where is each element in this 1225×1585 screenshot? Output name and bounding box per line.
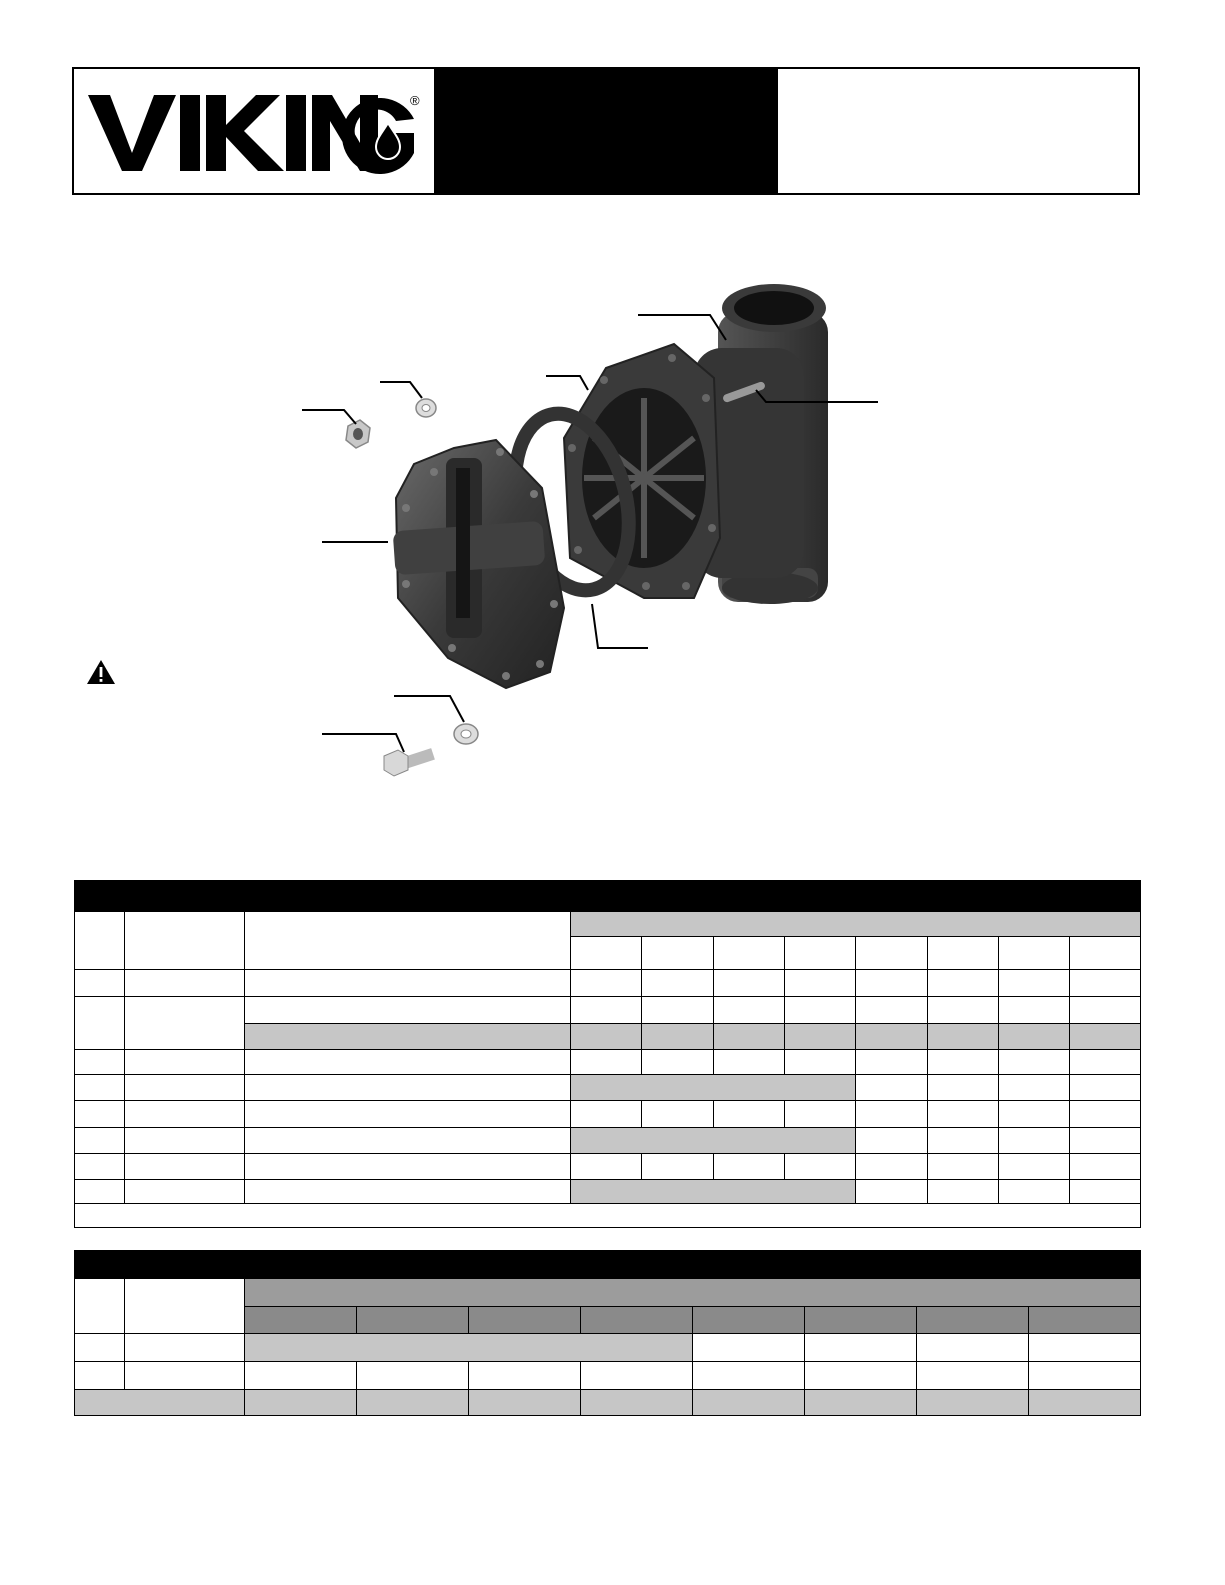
viking-logo (88, 89, 424, 179)
header-item-cell (75, 912, 125, 970)
table-row (75, 1101, 1141, 1128)
valve-exploded-illustration (274, 268, 952, 794)
table-row (75, 1362, 1141, 1390)
hex-nut (346, 420, 370, 448)
header-size-group (571, 912, 1141, 937)
table-row (75, 1154, 1141, 1180)
table-total-row (75, 1390, 1141, 1416)
lock-washer-upper (416, 399, 436, 417)
header-black-panel (436, 69, 778, 193)
table-row (75, 1334, 1141, 1362)
table-2-title-bar (75, 1251, 1141, 1279)
table-row (75, 1075, 1141, 1101)
header-right-panel (778, 69, 1138, 193)
document-header (72, 67, 1140, 195)
hex-bolt (384, 748, 435, 776)
header-size-group (245, 1279, 1141, 1307)
table-footnote-row (75, 1204, 1141, 1228)
warning-triangle-icon (86, 659, 116, 685)
header-part-cell (125, 912, 245, 970)
table-1-title-bar (75, 881, 1141, 912)
header-description-cell (245, 912, 571, 970)
logo-cell (74, 69, 436, 193)
water-drop-icon (376, 123, 400, 159)
seat-plate (564, 344, 720, 598)
table-row (75, 970, 1141, 997)
parts-table-1 (74, 880, 1140, 1228)
washer-lower (454, 724, 478, 744)
parts-table-2 (74, 1250, 1140, 1416)
table-row (75, 997, 1141, 1024)
valve-cover (393, 440, 564, 688)
table-row (75, 1128, 1141, 1154)
svg-text:®: ® (410, 93, 420, 108)
table-row (75, 1180, 1141, 1204)
table-row (75, 1050, 1141, 1075)
